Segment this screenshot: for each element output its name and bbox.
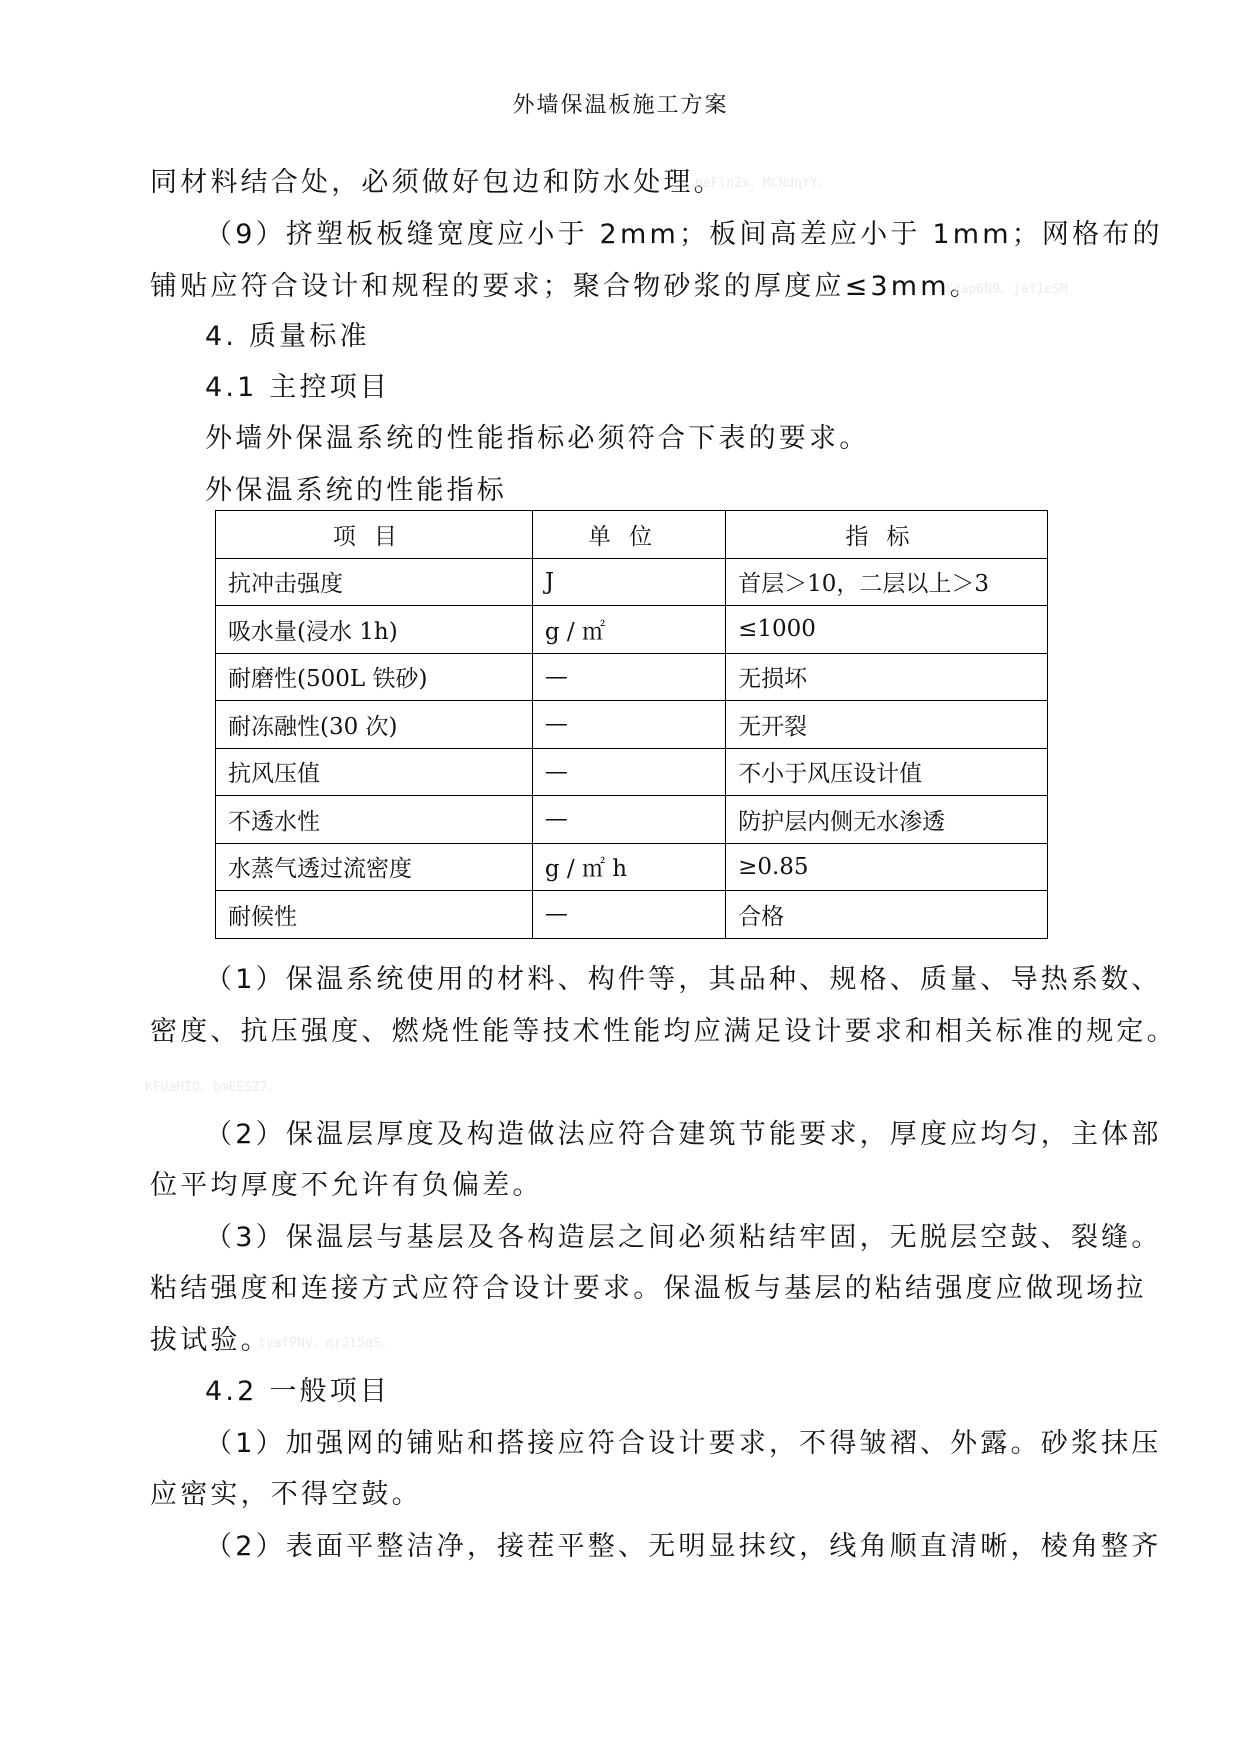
table-cell: 吸水量(浸水 1h) (216, 606, 533, 654)
table-cell: g / ㎡ h (532, 843, 725, 891)
section-heading: 4. 质量标准 (205, 321, 370, 352)
paragraph-line: 铺贴应符合设计和规程的要求；聚合物砂浆的厚度应≤3mm。 (150, 271, 981, 302)
table-header-cell: 指标 (726, 511, 1048, 559)
watermark-text: neFlnZx、MCNdqYY。 (695, 176, 831, 191)
paragraph-line: （2）保温层厚度及构造做法应符合建筑节能要求，厚度应均匀，主体部 (205, 1119, 1162, 1150)
table-cell: 耐磨性(500L 铁砂) (216, 653, 533, 701)
table-cell: — (532, 748, 725, 796)
paragraph-line: 密度、抗压强度、燃烧性能等技术性能均应满足设计要求和相关标准的规定。 (150, 1016, 1177, 1047)
table-cell: ≤1000 (726, 606, 1048, 654)
table-row (216, 653, 1048, 701)
table-row (216, 748, 1048, 796)
table-row (216, 891, 1048, 939)
paragraph-line: （1）加强网的铺贴和搭接应符合设计要求，不得皱褶、外露。砂浆抹压 (205, 1428, 1162, 1459)
table-row (216, 558, 1048, 606)
watermark-text: tyafPNV、mrJl5qS。 (258, 1336, 394, 1351)
table-caption: 外保温系统的性能指标 (205, 475, 507, 506)
page-header: 外墙保温板施工方案 (512, 93, 729, 118)
paragraph-line: （3）保温层与基层及各构造层之间必须粘结牢固，无脱层空鼓、裂缝。 (205, 1222, 1162, 1253)
table-cell: — (532, 701, 725, 749)
table-header-cell: 单位 (532, 511, 725, 559)
table-cell: 无损坏 (726, 653, 1048, 701)
paragraph-line: 拔试验。 (150, 1325, 271, 1356)
table-cell: — (532, 653, 725, 701)
table-cell: 抗冲击强度 (216, 558, 533, 606)
table-cell: 不小于风压设计值 (726, 748, 1048, 796)
table-cell: 抗风压值 (216, 748, 533, 796)
table-cell: ≥0.85 (726, 843, 1048, 891)
paragraph-line: 位平均厚度不允许有负偏差。 (150, 1170, 543, 1201)
table-cell: g / ㎡ (532, 606, 725, 654)
table-cell: J (532, 558, 725, 606)
watermark-text: Yzap6N9、jaf1eSM。 (945, 282, 1081, 297)
table-cell: 不透水性 (216, 796, 533, 844)
table-cell: 水蒸气透过流密度 (216, 843, 533, 891)
subsection-heading: 4.2 一般项目 (205, 1376, 391, 1407)
table-cell: 耐候性 (216, 891, 533, 939)
paragraph-line: 应密实，不得空鼓。 (150, 1479, 422, 1510)
table-cell: — (532, 891, 725, 939)
table-row (216, 796, 1048, 844)
table-row (216, 843, 1048, 891)
paragraph-line: （1）保温系统使用的材料、构件等，其品种、规格、质量、导热系数、 (205, 964, 1162, 995)
paragraph-line: 粘结强度和连接方式应符合设计要求。保温板与基层的粘结强度应做现场拉 (150, 1273, 1147, 1304)
table-cell: 无开裂 (726, 701, 1048, 749)
table-cell: 首层＞10，二层以上＞3 (726, 558, 1048, 606)
paragraph-line: （2）表面平整洁净，接茬平整、无明显抹纹，线角顺直清晰，棱角整齐 (205, 1531, 1162, 1562)
performance-table (215, 510, 1048, 939)
table-row (216, 606, 1048, 654)
subsection-heading: 4.1 主控项目 (205, 372, 391, 403)
paragraph-line: 同材料结合处，必须做好包边和防水处理。 (150, 167, 724, 198)
table-row (216, 701, 1048, 749)
table-cell: — (532, 796, 725, 844)
table-header-row (216, 511, 1048, 559)
table-header-cell: 项目 (216, 511, 533, 559)
watermark-text: KFUaHIO、bmEESZ7。 (145, 1080, 281, 1095)
table-cell: 合格 (726, 891, 1048, 939)
table-cell: 防护层内侧无水渗透 (726, 796, 1048, 844)
table-cell: 耐冻融性(30 次) (216, 701, 533, 749)
paragraph-line: （9）挤塑板板缝宽度应小于 2mm；板间高差应小于 1mm；网格布的 (205, 219, 1163, 250)
paragraph-line: 外墙外保温系统的性能指标必须符合下表的要求。 (205, 423, 870, 454)
